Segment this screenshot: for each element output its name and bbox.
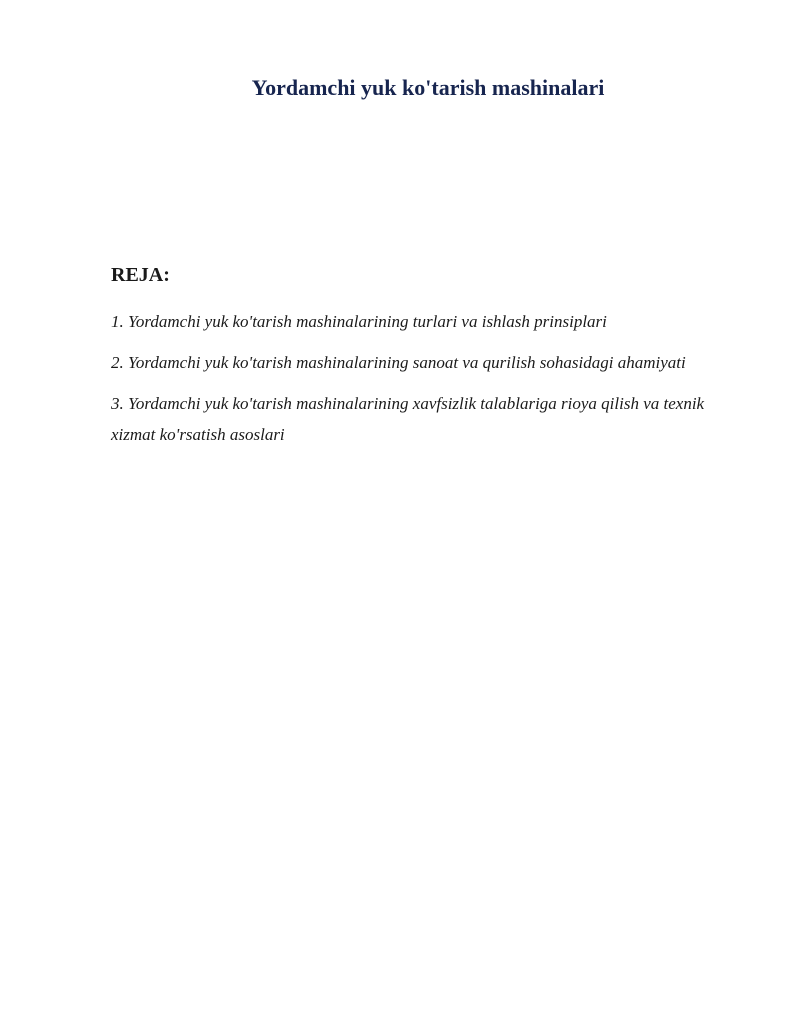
plan-item-2: 2. Yordamchi yuk ko'tarish mashinalarining sanoat va qurilish sohasidagi ahamiyati	[111, 353, 686, 372]
plan-heading: REJA:	[111, 264, 170, 286]
plan-item-1: 1. Yordamchi yuk ko'tarish mashinalarining turlari va ishlash prinsiplari	[111, 312, 607, 331]
document-title: Yordamchi yuk ko'tarish mashinalari	[251, 75, 605, 100]
plan-list	[111, 306, 751, 460]
plan-item-3: 3. Yordamchi yuk ko'tarish mashinalarining xavfsizlik talablariga rioya qilish va texnik xizmat ko'rsatish asoslari	[111, 394, 705, 444]
